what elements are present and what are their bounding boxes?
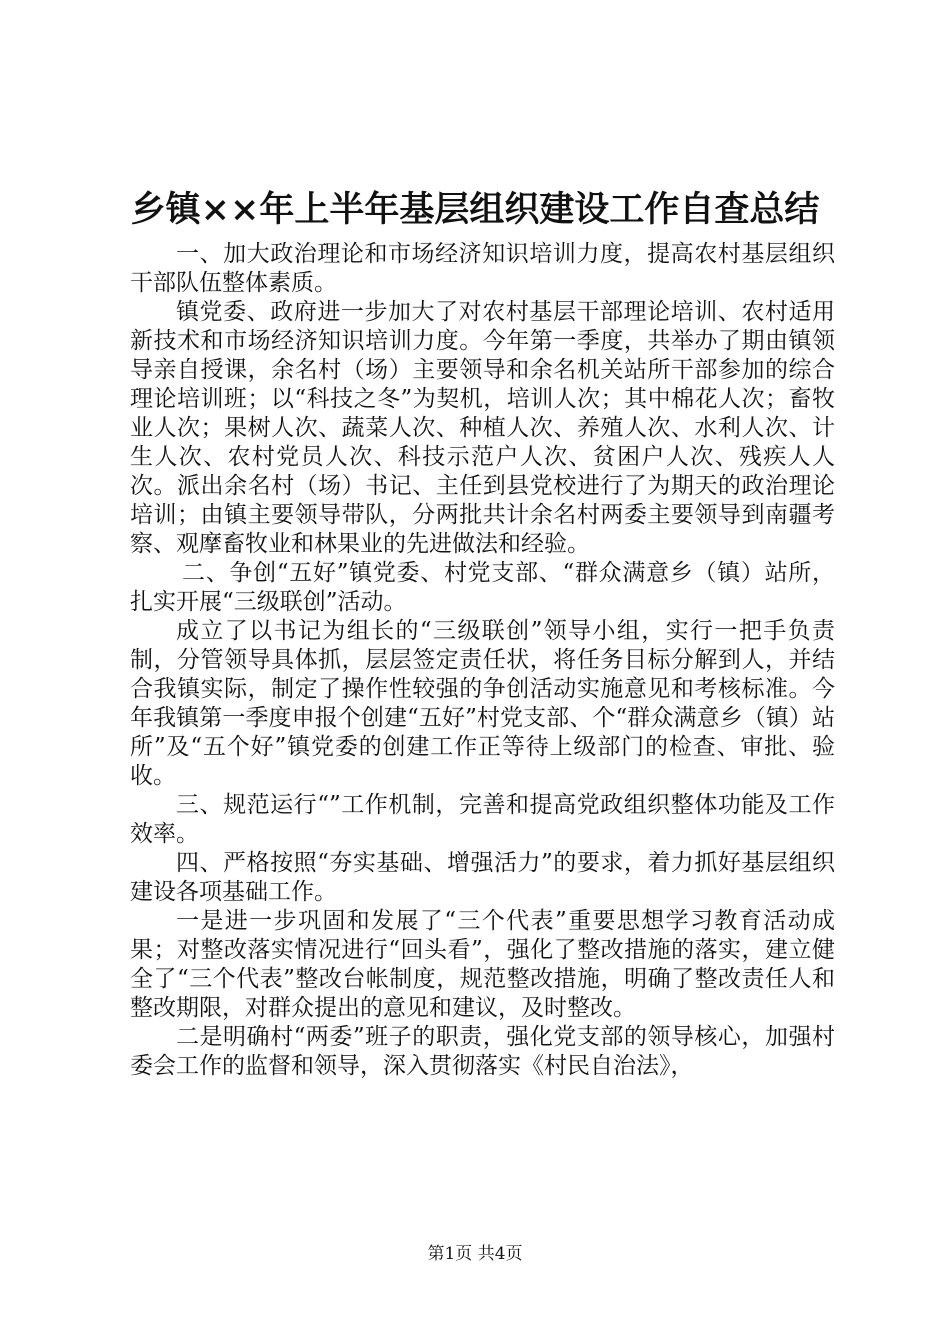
document-body — [130, 240, 835, 1081]
paragraph-section-3-heading: 三、规范运行“”工作机制，完善和提高党政组织整体功能及工作效率。 — [130, 792, 835, 847]
page-number-footer: 第1页 共4页 — [427, 1244, 523, 1264]
document-title: 乡镇××年上半年基层组织建设工作自查总结 — [130, 189, 820, 230]
paragraph-item-two: 二是明确村“两委”班子的职责，强化党支部的领导核心，加强村委会工作的监督和领导，深入贯彻落实《村民自治法》， — [130, 1024, 835, 1079]
paragraph-leadership-group: 成立了以书记为组长的“三级联创”领导小组，实行一把手负责制，分管领导具体抓，层层签定责任状，将任务目标分解到人，并结合我镇实际，制定了操作性较强的争创活动实施意见和考核标准。今年我镇第一季度申报个创建“五好”村党支部、个“群众满意乡（镇）站所”及“五个好”镇党委的创建工作正等待上级部门的检查、审批、验收。 — [130, 618, 835, 789]
paragraph-training: 镇党委、政府进一步加大了对农村基层干部理论培训、农村适用新技术和市场经济知识培训力度。今年第一季度，共举办了期由镇领导亲自授课，余名村（场）主要领导和余名机关站所干部参加的综合理论培训班；以“科技之冬”为契机，培训人次；其中棉花人次；畜牧业人次；果树人次、蔬菜人次、种植人次、养殖人次、水利人次、计生人次、农村党员人次、科技示范户人次、贫困户人次、残疾人人次。派出余名村（场）书记、主任到县党校进行了为期天的政治理论培训；由镇主要领导带队，分两批共计余名村两委主要领导到南疆考察、观摩畜牧业和林果业的先进做法和经验。 — [130, 299, 835, 557]
paragraph-section-4-heading: 四、严格按照“夯实基础、增强活力”的要求，着力抓好基层组织建设各项基础工作。 — [130, 850, 835, 905]
paragraph-section-1-heading: 一、加大政治理论和市场经济知识培训力度，提高农村基层组织干部队伍整体素质。 — [130, 241, 835, 296]
paragraph-item-one: 一是进一步巩固和发展了“三个代表”重要思想学习教育活动成果；对整改落实情况进行“回头看”，强化了整改措施的落实，建立健全了“三个代表”整改台帐制度，规范整改措施，明确了整改责任人和整改期限，对群众提出的意见和建议，及时整改。 — [130, 908, 835, 1021]
paragraph-section-2-heading: 二、争创“五好”镇党委、村党支部、“群众满意乡（镇）站所，扎实开展“三级联创”活动。 — [130, 560, 835, 615]
